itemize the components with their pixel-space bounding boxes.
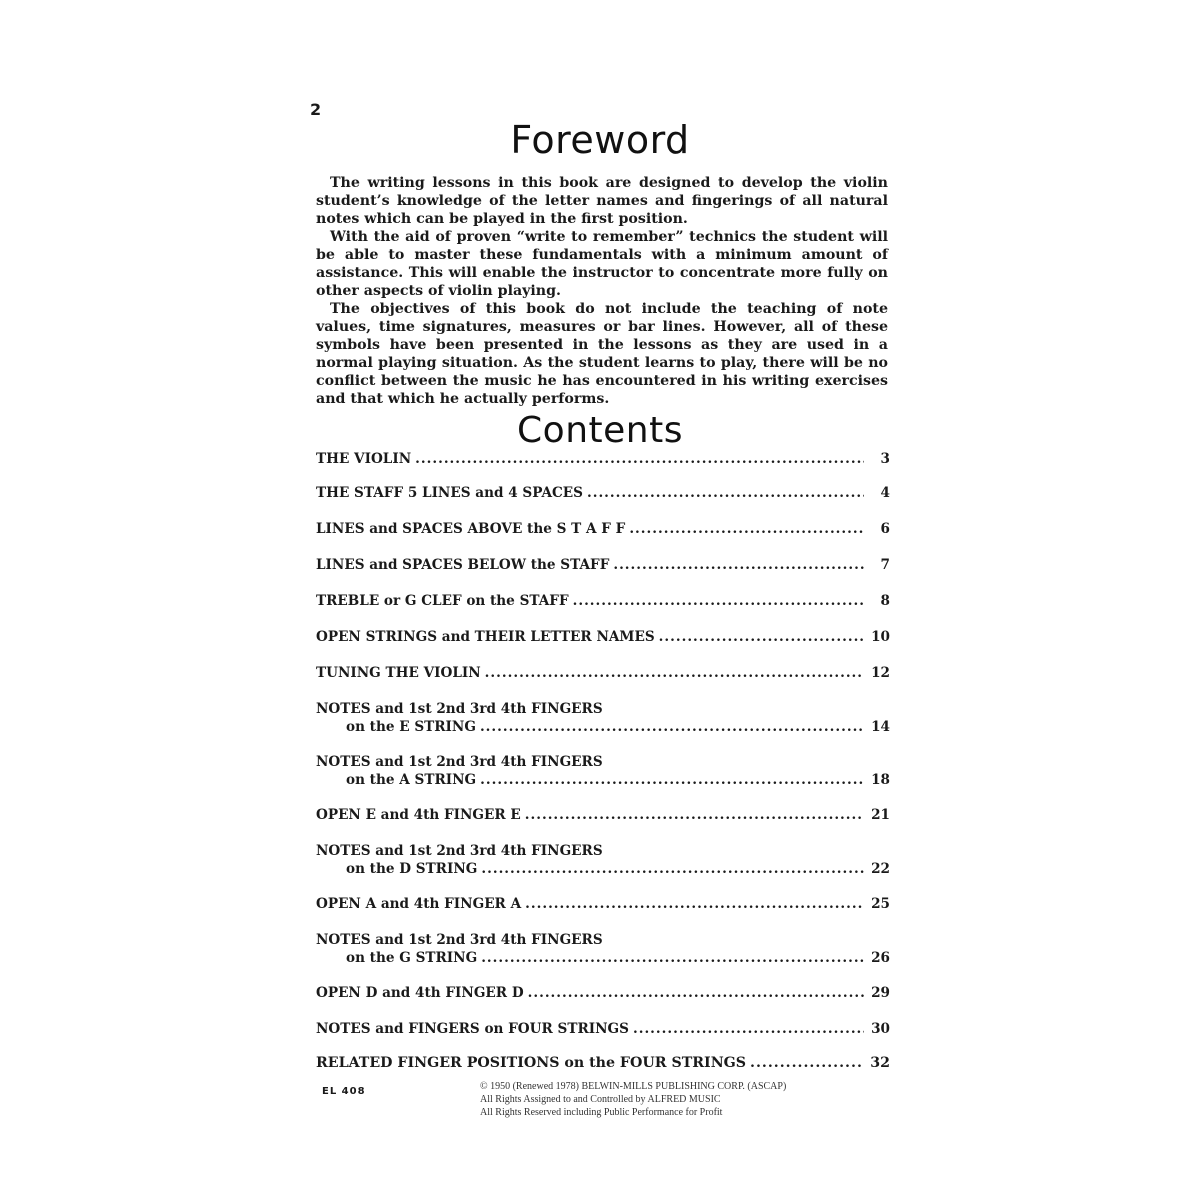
foreword-paragraph: With the aid of proven “write to remember” technics the student will be able to master these fundamentals with a minimum amount of assistance. This will enable the instructor to concentrate more fully on other aspects of violin playing. xyxy=(316,229,888,299)
toc-entry-title: NOTES and 1st 2nd 3rd 4th FINGERS xyxy=(316,701,603,717)
toc-dot-leader xyxy=(629,520,864,538)
toc-entry xyxy=(316,842,890,878)
toc-dot-leader xyxy=(485,664,864,682)
toc-dot-leader xyxy=(481,860,864,878)
toc-dot-leader xyxy=(633,1020,864,1038)
toc-entry xyxy=(316,664,890,682)
toc-entry-title: NOTES and FINGERS on FOUR STRINGS xyxy=(316,1021,629,1037)
copyright-line: All Rights Reserved including Public Performance for Profit xyxy=(480,1107,723,1118)
toc-entry-title: OPEN D and 4th FINGER D xyxy=(316,985,524,1001)
toc-entry xyxy=(316,1020,890,1038)
toc-entry-title: TREBLE or G CLEF on the STAFF xyxy=(316,593,569,609)
toc-page-number: 14 xyxy=(871,719,890,735)
toc-entry xyxy=(316,1054,890,1072)
toc-dot-leader xyxy=(481,949,864,967)
foreword-paragraph: The objectives of this book do not include the teaching of note values, time signatures, measures or bar lines. However, all of these symbols have been presented in the lessons as they are used in a normal playing situation. As the student learns to play, there will be no conflict between the music he has encountered in his writing exercises and that which he actually performs. xyxy=(316,301,888,407)
toc-entry xyxy=(316,628,890,646)
toc-page-number: 8 xyxy=(880,593,890,609)
toc-entry-title: LINES and SPACES ABOVE the S T A F F xyxy=(316,521,626,537)
toc-dot-leader xyxy=(573,592,864,610)
toc-dot-leader xyxy=(613,556,864,574)
toc-entry xyxy=(316,895,890,913)
toc-entry xyxy=(316,592,890,610)
toc-entry-title: OPEN E and 4th FINGER E xyxy=(316,807,521,823)
toc-entry-title: NOTES and 1st 2nd 3rd 4th FINGERS xyxy=(316,754,603,770)
toc-entry-title: THE STAFF 5 LINES and 4 SPACES xyxy=(316,485,583,501)
foreword-body xyxy=(316,174,888,408)
toc-entry-subtitle: on the G STRING xyxy=(346,950,478,966)
toc-page-number: 30 xyxy=(871,1021,890,1037)
copyright-line: © 1950 (Renewed 1978) BELWIN-MILLS PUBLISHING CORP. (ASCAP) xyxy=(480,1081,787,1092)
toc-page-number: 32 xyxy=(870,1055,890,1071)
toc-dot-leader xyxy=(587,484,864,502)
contents-title: Contents xyxy=(517,410,683,451)
toc-entry-subtitle: on the D STRING xyxy=(346,861,478,877)
toc-entry xyxy=(316,984,890,1002)
copyright-line: All Rights Assigned to and Controlled by ALFRED MUSIC xyxy=(480,1094,721,1105)
toc-page-number: 7 xyxy=(880,557,890,573)
catalog-code: EL 408 xyxy=(322,1086,366,1097)
copyright-notice xyxy=(480,1080,820,1119)
toc-entry-title: TUNING THE VIOLIN xyxy=(316,665,481,681)
toc-page-number: 21 xyxy=(871,807,890,823)
toc-dot-leader xyxy=(525,895,864,913)
toc-entry xyxy=(316,556,890,574)
toc-page-number: 12 xyxy=(871,665,890,681)
toc-entry xyxy=(316,520,890,538)
toc-dot-leader xyxy=(480,718,864,736)
toc-page-number: 26 xyxy=(871,950,890,966)
toc-page-number: 25 xyxy=(871,896,890,912)
toc-entry-title: NOTES and 1st 2nd 3rd 4th FINGERS xyxy=(316,843,603,859)
toc-entry xyxy=(316,931,890,967)
toc-page-number: 4 xyxy=(880,485,890,501)
toc-entry-title: THE VIOLIN xyxy=(316,451,412,467)
foreword-paragraph: The writing lessons in this book are designed to develop the violin student’s knowledge of the letter names and fingerings of all natural notes which can be played in the first position. xyxy=(316,175,888,227)
toc-entry-subtitle: on the E STRING xyxy=(346,719,476,735)
toc-entry-title: OPEN A and 4th FINGER A xyxy=(316,896,522,912)
toc-page-number: 3 xyxy=(880,451,890,467)
toc-entry xyxy=(316,806,890,824)
toc-entry xyxy=(316,753,890,789)
toc-dot-leader xyxy=(659,628,864,646)
toc-entry-title: LINES and SPACES BELOW the STAFF xyxy=(316,557,610,573)
toc-page-number: 10 xyxy=(871,629,890,645)
toc-entry-title: OPEN STRINGS and THEIR LETTER NAMES xyxy=(316,629,655,645)
toc-entry xyxy=(316,484,890,502)
toc-dot-leader xyxy=(415,450,864,468)
toc-entry xyxy=(316,700,890,736)
toc-dot-leader xyxy=(528,984,864,1002)
toc-page-number: 29 xyxy=(871,985,890,1001)
toc-entry-subtitle: on the A STRING xyxy=(346,772,477,788)
toc-dot-leader xyxy=(750,1054,864,1072)
toc-dot-leader xyxy=(525,806,864,824)
foreword-title: Foreword xyxy=(510,118,690,162)
toc-page-number: 6 xyxy=(880,521,890,537)
toc-entry-title: RELATED FINGER POSITIONS on the FOUR STRINGS xyxy=(316,1055,747,1071)
toc-entry xyxy=(316,450,890,468)
toc-dot-leader xyxy=(480,771,864,789)
toc-page-number: 18 xyxy=(871,772,890,788)
toc-page-number: 22 xyxy=(871,861,890,877)
page-number: 2 xyxy=(310,100,322,119)
toc-entry-title: NOTES and 1st 2nd 3rd 4th FINGERS xyxy=(316,932,603,948)
